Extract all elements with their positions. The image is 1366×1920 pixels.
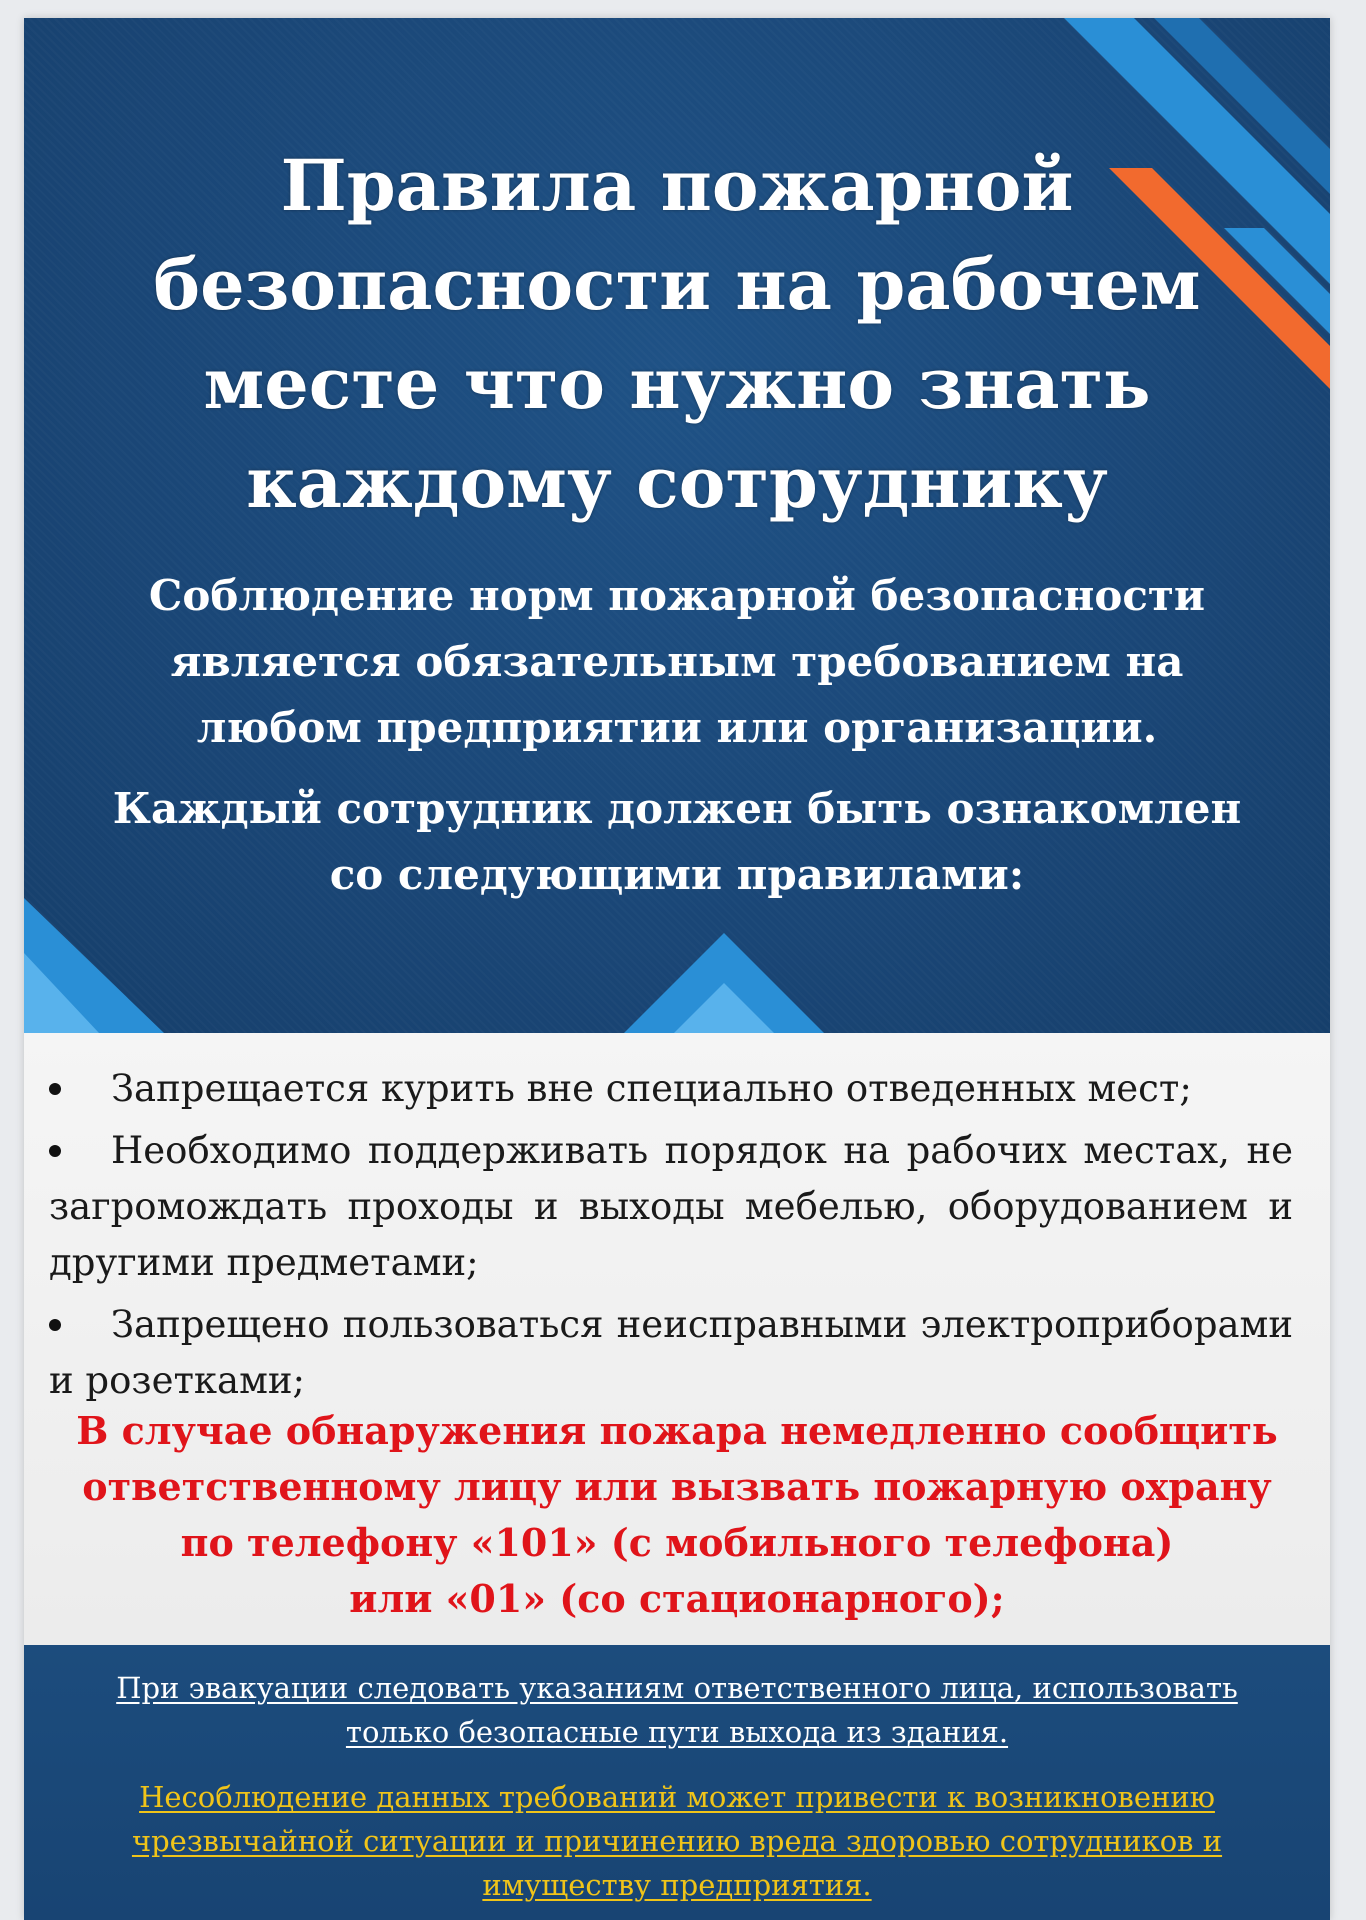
footer-panel [24,1645,1330,1920]
rule-item [49,1297,1293,1409]
fire-alert-line: или «01» (со стационарного); [349,1576,1005,1621]
rule-item [49,1123,1293,1291]
bullet-icon [49,1083,61,1095]
page-title: Правила пожарной безопасности на рабочем месте что нужно знать каждому сотруднику [153,144,1201,524]
warning-note: Несоблюдение данных требований может привести к возникновению чрезвычайной ситуации и причинению вреда здоровью сотрудников и имуществу предприятия. [131,1780,1223,1902]
rule-text: Запрещается курить вне специально отведенных мест; [111,1067,1192,1110]
bullet-icon [49,1319,61,1331]
intro-rules-text: Каждый сотрудник должен быть ознакомлен со следующими правилами: [112,784,1242,899]
rule-text: Необходимо поддерживать порядок на рабочих местах, не загромождать проходы и выходы мебелью, оборудованием и другими предметами; [49,1129,1293,1284]
fire-alert-line: В случае обнаружения пожара немедленно сообщить ответственному лицу или вызвать пожарную охрану по телефону «101» (с мобильного телефона) [76,1408,1278,1565]
evacuation-note: При эвакуации следовать указаниям ответственного лица, использовать только безопасные пути выхода из здания. [116,1671,1238,1749]
rules-list [49,1061,1293,1415]
bullet-icon [49,1145,61,1157]
header-panel [24,18,1330,1033]
intro-text: Соблюдение норм пожарной безопасности является обязательным требованием на любом предприятии или организации. [148,571,1206,752]
rule-item [49,1061,1293,1117]
rules-panel [24,1033,1330,1645]
rule-text: Запрещено пользоваться неисправными электроприборами и розетками; [49,1303,1293,1402]
poster [24,18,1330,1920]
fire-alert [64,1403,1290,1627]
